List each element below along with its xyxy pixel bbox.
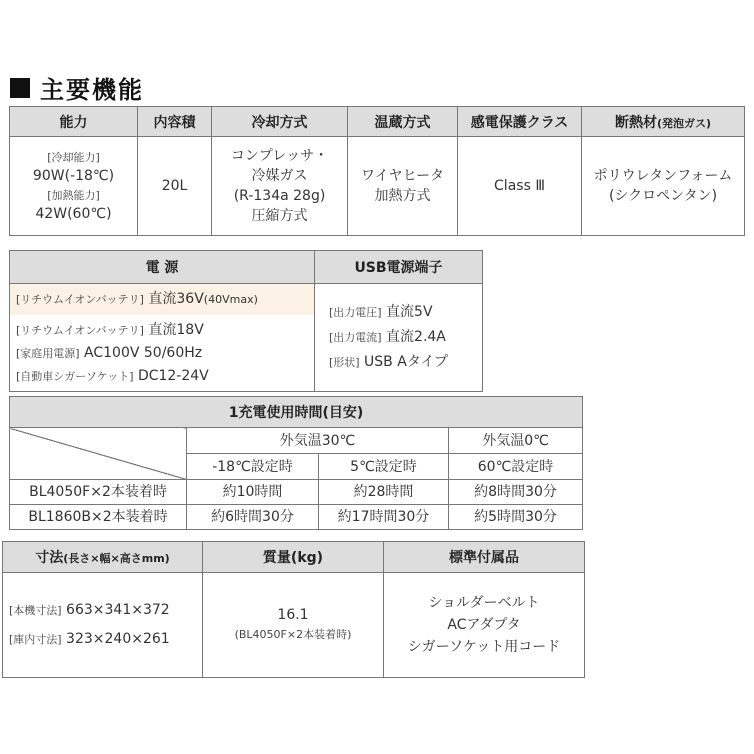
header-insulation-label: 断熱材: [614, 114, 657, 131]
runtime-value: 約8時間30分: [449, 480, 583, 505]
runtime-table: [9, 396, 583, 530]
runtime-header: 1充電使用時間(目安): [10, 397, 583, 428]
page-title-text: 主要機能: [40, 76, 144, 104]
dimension-header: [3, 542, 203, 573]
inner-dimension-label: [庫内寸法]: [9, 633, 62, 646]
cooling-line: (R-134a 28g): [233, 188, 326, 204]
heating-line: 加熱方式: [374, 188, 431, 204]
power-table: [9, 250, 483, 392]
power-row-value: 直流36V: [148, 291, 204, 307]
usb-row-label: [形状]: [329, 356, 360, 369]
usb-current: [329, 325, 482, 350]
runtime-corner-cell: [10, 428, 187, 480]
cooling-line: 冷媒ガス: [251, 168, 308, 184]
cool-capacity-value: 90W(-18℃): [32, 168, 115, 184]
dimension-table: [2, 541, 585, 678]
header-volume: 内容積: [138, 107, 212, 137]
power-cell: [10, 284, 315, 392]
header-insulation: [582, 107, 745, 137]
usb-row-label: [出力電流]: [329, 331, 382, 344]
runtime-value: 約28時間: [319, 480, 449, 505]
power-row-label: [自動車シガーソケット]: [16, 370, 134, 383]
spec-table: [9, 106, 745, 236]
usb-cell: [315, 284, 483, 392]
power-row-dc: [10, 364, 314, 391]
inner-dimension: [9, 625, 202, 654]
power-row-ac: [10, 341, 314, 364]
capacity-cell: [10, 137, 138, 236]
header-protection: 感電保護クラス: [458, 107, 582, 137]
power-header: 電 源: [10, 251, 315, 284]
dimension-header-note: (長さ×幅×高さmm): [63, 552, 170, 565]
protection-value: Class Ⅲ: [458, 137, 582, 236]
temp30-header: 外気温30℃: [187, 428, 449, 454]
runtime-value: 約5時間30分: [449, 505, 583, 530]
power-row-label: [家庭用電源]: [16, 347, 80, 360]
dimension-cell: [3, 573, 203, 678]
accessories-header: 標準付属品: [384, 542, 585, 573]
runtime-value: 約6時間30分: [187, 505, 319, 530]
usb-header: USB電源端子: [315, 251, 483, 284]
setting-60: 60℃設定時: [449, 454, 583, 480]
setting-5: 5℃設定時: [319, 454, 449, 480]
table-row: [10, 480, 583, 505]
page-title: [10, 70, 144, 105]
power-row-note: (40Vmax): [203, 293, 258, 306]
dimension-header-label: 寸法: [35, 550, 64, 566]
body-dimension-value: 663×341×372: [66, 602, 170, 618]
body-dimension: [9, 596, 202, 625]
accessory-item: ショルダーベルト: [428, 595, 540, 611]
battery-label: BL1860B×2本装着時: [10, 505, 187, 530]
power-row-18v: [10, 315, 314, 341]
usb-voltage: [329, 300, 482, 325]
body-dimension-label: [本機寸法]: [9, 604, 62, 617]
insulation-line: (シクロペンタン): [608, 188, 718, 204]
cooling-line: コンプレッサ・: [230, 148, 329, 164]
power-row-value: AC100V 50/60Hz: [84, 345, 203, 361]
setting-minus18: -18℃設定時: [187, 454, 319, 480]
cool-capacity-label: [冷却能力]: [47, 151, 100, 164]
header-capacity: 能力: [10, 107, 138, 137]
mass-note: (BL4050F×2本装着時): [234, 628, 352, 641]
cooling-cell: [212, 137, 348, 236]
insulation-line: ポリウレタンフォーム: [593, 168, 733, 184]
usb-row-label: [出力電圧]: [329, 306, 382, 319]
heat-capacity-value: 42W(60℃): [35, 206, 112, 222]
header-insulation-note: (発泡ガス): [656, 116, 712, 130]
power-row-36v: [10, 284, 314, 315]
volume-value: 20L: [138, 137, 212, 236]
runtime-value: 約10時間: [187, 480, 319, 505]
accessory-item: ACアダプタ: [447, 617, 521, 633]
usb-row-value: USB Aタイプ: [364, 354, 449, 370]
heat-capacity-label: [加熱能力]: [47, 189, 100, 202]
power-row-label: [リチウムイオンバッテリ]: [16, 293, 144, 306]
temp0-header: 外気温0℃: [449, 428, 583, 454]
mass-value: 16.1: [277, 607, 309, 623]
power-row-label: [リチウムイオンバッテリ]: [16, 324, 144, 337]
header-heating: 温蔵方式: [348, 107, 458, 137]
inner-dimension-value: 323×240×261: [66, 631, 170, 647]
power-row-value: 直流18V: [148, 322, 204, 338]
power-row-value: DC12-24V: [137, 368, 209, 384]
header-cooling: 冷却方式: [212, 107, 348, 137]
usb-row-value: 直流2.4A: [386, 329, 446, 345]
insulation-cell: [582, 137, 745, 236]
cooling-line: 圧縮方式: [251, 208, 308, 224]
black-square-icon: [10, 78, 30, 98]
heating-line: ワイヤヒータ: [360, 168, 445, 184]
mass-cell: [203, 573, 384, 678]
accessory-item: シガーソケット用コード: [407, 639, 561, 655]
usb-shape: [329, 350, 482, 375]
battery-label: BL4050F×2本装着時: [10, 480, 187, 505]
mass-header: 質量(kg): [203, 542, 384, 573]
usb-row-value: 直流5V: [386, 304, 433, 320]
table-row: [10, 505, 583, 530]
runtime-value: 約17時間30分: [319, 505, 449, 530]
accessories-cell: [384, 573, 585, 678]
heating-cell: [348, 137, 458, 236]
